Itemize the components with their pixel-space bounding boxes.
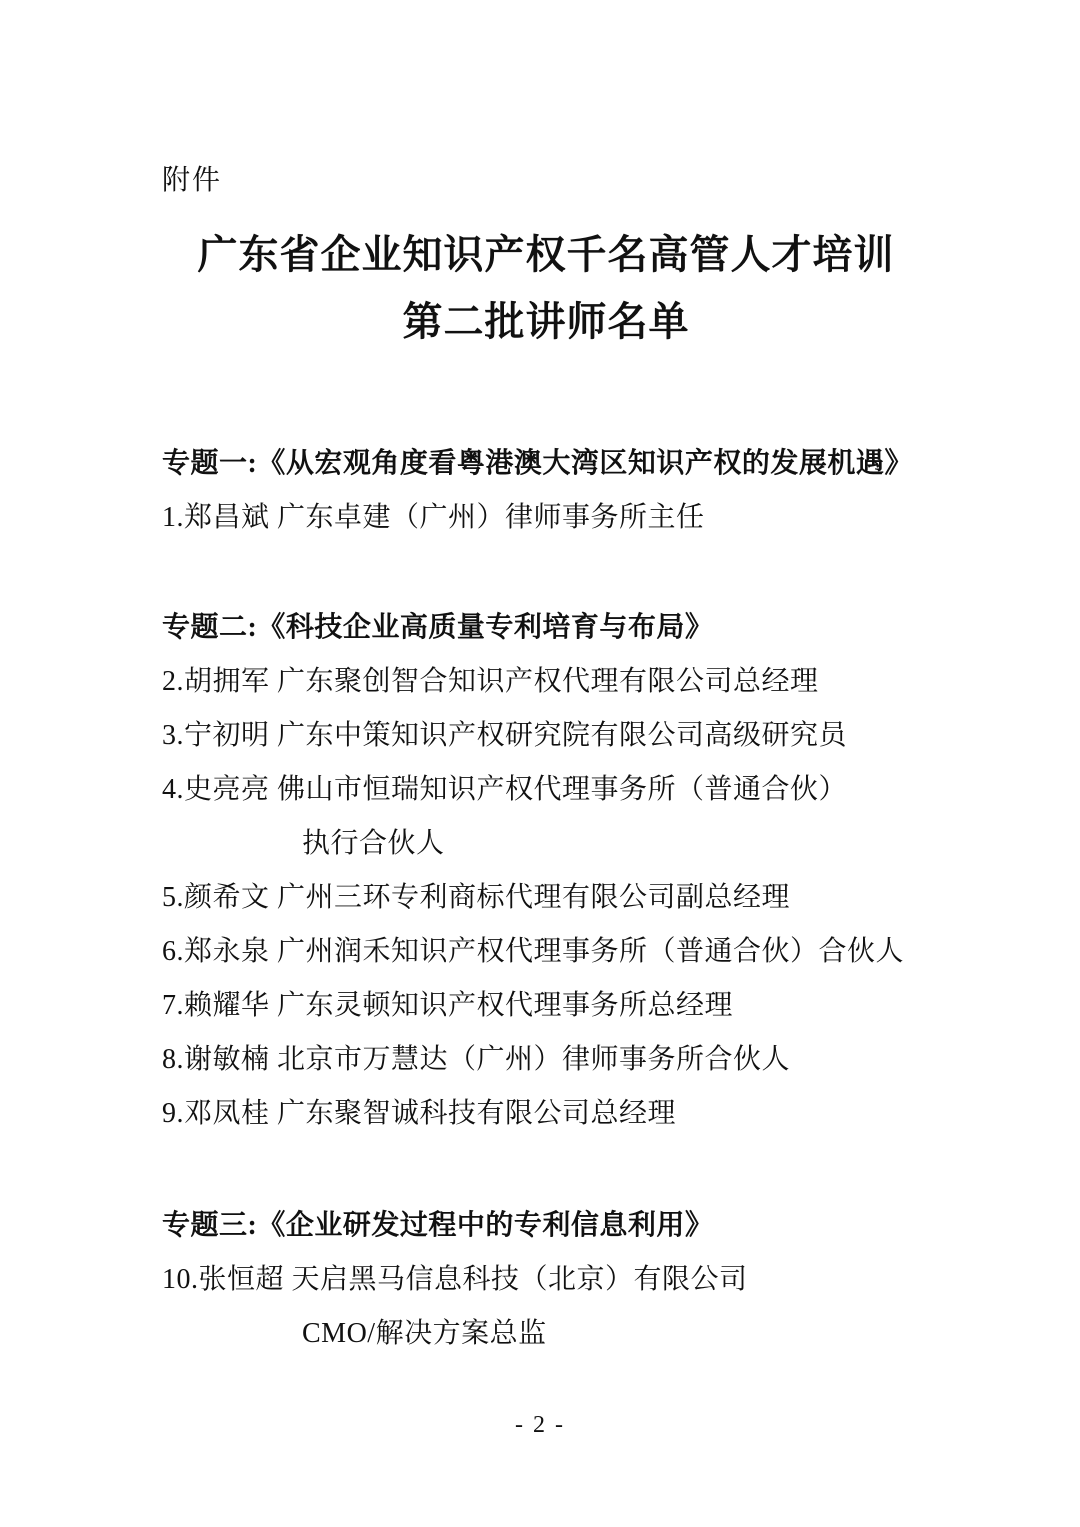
lecturer-item: 10.张恒超 天启黑马信息科技（北京）有限公司 [162,1264,748,1295]
section-heading: 专题二:《科技企业高质量专利培育与布局》 [162,612,714,643]
lecturer-item: 6.郑永泉 广州润禾知识产权代理事务所（普通合伙）合伙人 [162,936,905,967]
section-topic-1 [162,437,930,545]
section-heading: 专题三:《企业研发过程中的专利信息利用》 [162,1210,714,1241]
document-title-line-1: 广东省企业知识产权千名高管人才培训 [197,232,895,277]
section-heading: 专题一:《从宏观角度看粤港澳大湾区知识产权的发展机遇》 [162,448,913,479]
document-title-line-2: 第二批讲师名单 [402,299,690,344]
lecturer-item: 7.赖耀华 广东灵顿知识产权代理事务所总经理 [162,990,734,1021]
document-title [162,221,930,355]
section-topic-2 [162,601,930,1141]
lecturer-item: 2.胡拥军 广东聚创智合知识产权代理有限公司总经理 [162,666,819,697]
lecturer-item: 3.宁初明 广东中策知识产权研究院有限公司高级研究员 [162,720,848,751]
lecturer-item: 8.谢敏楠 北京市万慧达（广州）律师事务所合伙人 [162,1044,791,1075]
page-number: - 2 - [515,1412,565,1438]
lecturer-item: 1.郑昌斌 广东卓建（广州）律师事务所主任 [162,502,705,533]
section-topic-3 [162,1199,930,1361]
lecturer-item: 9.邓凤桂 广东聚智诚科技有限公司总经理 [162,1098,677,1129]
lecturer-item: 5.颜希文 广州三环专利商标代理有限公司副总经理 [162,882,791,913]
lecturer-item: 4.史亮亮 佛山市恒瑞知识产权代理事务所（普通合伙） [162,774,848,805]
lecturer-item-continuation: 执行合伙人 [302,828,445,859]
lecturer-item-continuation: CMO/解决方案总监 [302,1318,547,1349]
attachment-label: 附件 [162,165,223,196]
